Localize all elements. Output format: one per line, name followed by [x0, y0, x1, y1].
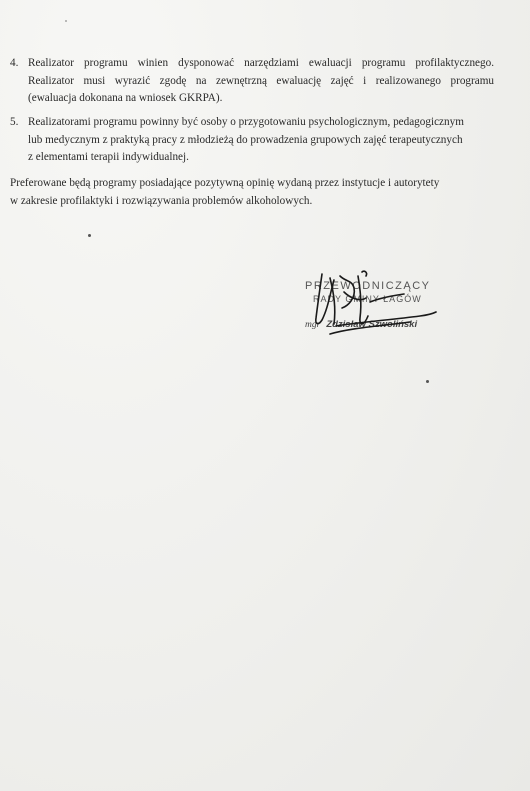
list-item-number: 5.: [10, 116, 19, 128]
scan-speck: [88, 234, 91, 237]
list-item-5: [10, 114, 490, 167]
closing-paragraph: [10, 175, 490, 210]
official-stamp: [300, 278, 450, 348]
stamp-subtitle: RADY GMINY ŁAGÓW: [313, 294, 422, 304]
list-item-line: z elementami terapii indywidualnej.: [28, 151, 189, 163]
list-item-line: Realizatorami programu powinny być osoby o przygotowaniu psychologicznym, pedagogicznym: [28, 116, 464, 128]
list-item-line: Realizator musi wyrazić zgodę na zewnętrzną ewaluację zajęć i realizowanego programu: [28, 74, 494, 87]
list-item-4: [10, 55, 494, 108]
stamp-signatory: [305, 319, 417, 330]
scan-speck: [426, 380, 429, 383]
list-item-line: Realizator programu winien dysponować narzędziami ewaluacji programu profilaktycznego.: [28, 57, 494, 69]
closing-line: Preferowane będą programy posiadające pozytywną opinię wydaną przez instytucje i autorytety: [10, 177, 440, 189]
list-item-line: (ewaluacja dokonana na wniosek GKRPA).: [28, 92, 223, 104]
list-item-line: lub medycznym z praktyką pracy z młodzieżą do prowadzenia grupowych zajęć terapeutycznych: [28, 133, 463, 146]
list-item-number: 4.: [10, 57, 19, 69]
closing-line: w zakresie profilaktyki i rozwiązywania problemów alkoholowych.: [10, 194, 313, 207]
stamp-name: Zdzisław Szwoliński: [326, 319, 418, 330]
scan-speck: [65, 20, 67, 22]
stamp-title: PRZEWODNICZĄCY: [305, 280, 431, 292]
stamp-prefix: mgr: [305, 320, 321, 330]
